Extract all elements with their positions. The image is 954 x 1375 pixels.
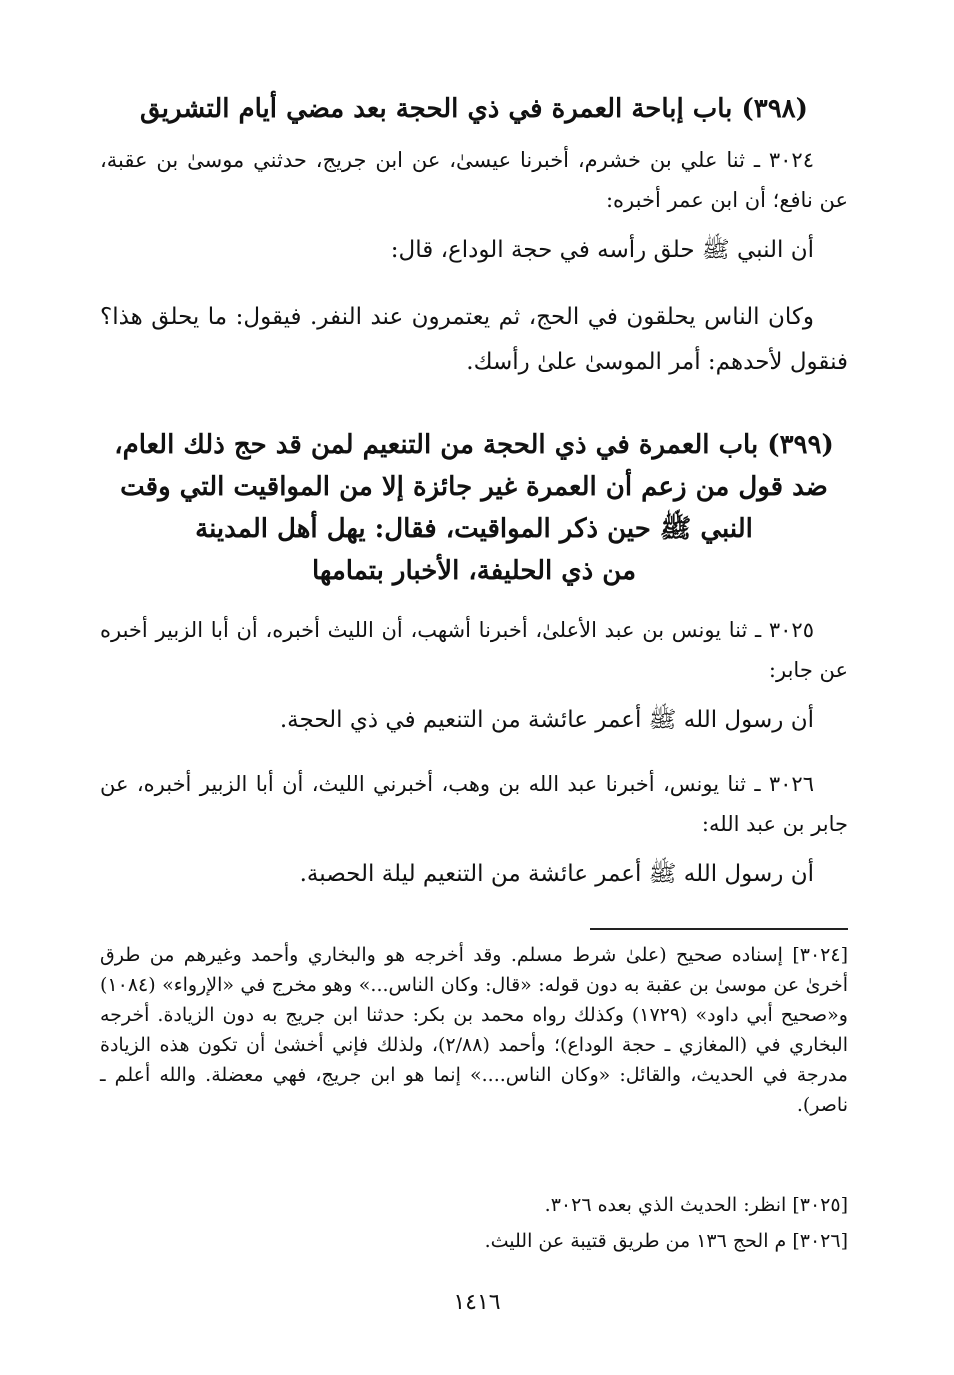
chapter-399-title-line-1: (٣٩٩) باب العمرة في ذي الحجة من التنعيم لمن قد حج ذلك العام، [114, 430, 834, 460]
hadith-3025-isnad: ٣٠٢٥ ـ ثنا يونس بن عبد الأعلىٰ، أخبرنا أشهب، أن الليث أخبره، أن أبا الزبير أخبره عن جابر: [100, 618, 848, 682]
hadith-3024-matn-2: وكان الناس يحلقون في الحج، ثم يعتمرون عند النفر. فيقول: ما يحلق هذا؟ فنقول لأحدهم: أمر الموسىٰ علىٰ رأسك. [100, 304, 848, 375]
chapter-398-title: (٣٩٨) باب إباحة العمرة في ذي الحجة بعد مضي أيام التشريق [140, 94, 808, 124]
hadith-3026-matn: أن رسول الله ﷺ أعمر عائشة من التنعيم ليلة الحصبة. [299, 861, 814, 887]
footnote-3026: [٣٠٢٦] م الحج ١٣٦ من طريق قتيبة عن الليث. [484, 1230, 848, 1252]
footnote-separator [590, 928, 848, 930]
chapter-399-title-line-2: ضد قول من زعم أن العمرة غير جائزة إلا من المواقيت التي وقت [120, 472, 828, 502]
hadith-3026-isnad: ٣٠٢٦ ـ ثنا يونس، أخبرنا عبد الله بن وهب، أخبرني الليث، أن أبا الزبير أخبره، عن جابر بن عبد الله: [100, 772, 848, 836]
chapter-399-title-line-4: من ذي الحليفة، الأخبار بتمامها [311, 556, 637, 586]
footnote-3024: [٣٠٢٤] إسناده صحيح (علىٰ شرط مسلم. وقد أخرجه هو والبخاري وأحمد وغيرهم من طرق أخرىٰ عن موسىٰ بن عقبة به دون قوله: «قال: وكان الناس...» وهو مخرج في «الإرواء» (١٠٨٤) و«صحيح أبي داود» (١٧٢٩) وكذلك رواه محمد بن بكر: حدثنا ابن جريج به دون الزيادة. أخرجه البخاري في (المغازي ـ حجة الوداع)؛ وأحمد (٢/٨٨)، ولذلك فإني أخشىٰ أن تكون هذه الزيادة مدرجة في الحديث، والقائل: «وكان الناس....» إنما هو ابن جريج، فهي معضلة. والله أعلم ـ ناصر). [100, 944, 849, 1116]
page-number: ١٤١٦ [453, 1290, 501, 1315]
hadith-3024-isnad: ٣٠٢٤ ـ ثنا علي بن خشرم، أخبرنا عيسىٰ، عن ابن جريج، حدثني موسىٰ بن عقبة، عن نافع؛ أن ابن عمر أخبره: [100, 148, 848, 212]
footnote-3025: [٣٠٢٥] انظر: الحديث الذي بعده ٣٠٢٦. [544, 1194, 848, 1216]
chapter-399-title-line-3: النبي ﷺ حين ذكر المواقيت، فقال: يهل أهل المدينة [195, 514, 753, 544]
hadith-3024-matn-1: أن النبي ﷺ حلق رأسه في حجة الوداع، قال: [390, 237, 814, 263]
hadith-3025-matn: أن رسول الله ﷺ أعمر عائشة من التنعيم في ذي الحجة. [279, 707, 814, 733]
